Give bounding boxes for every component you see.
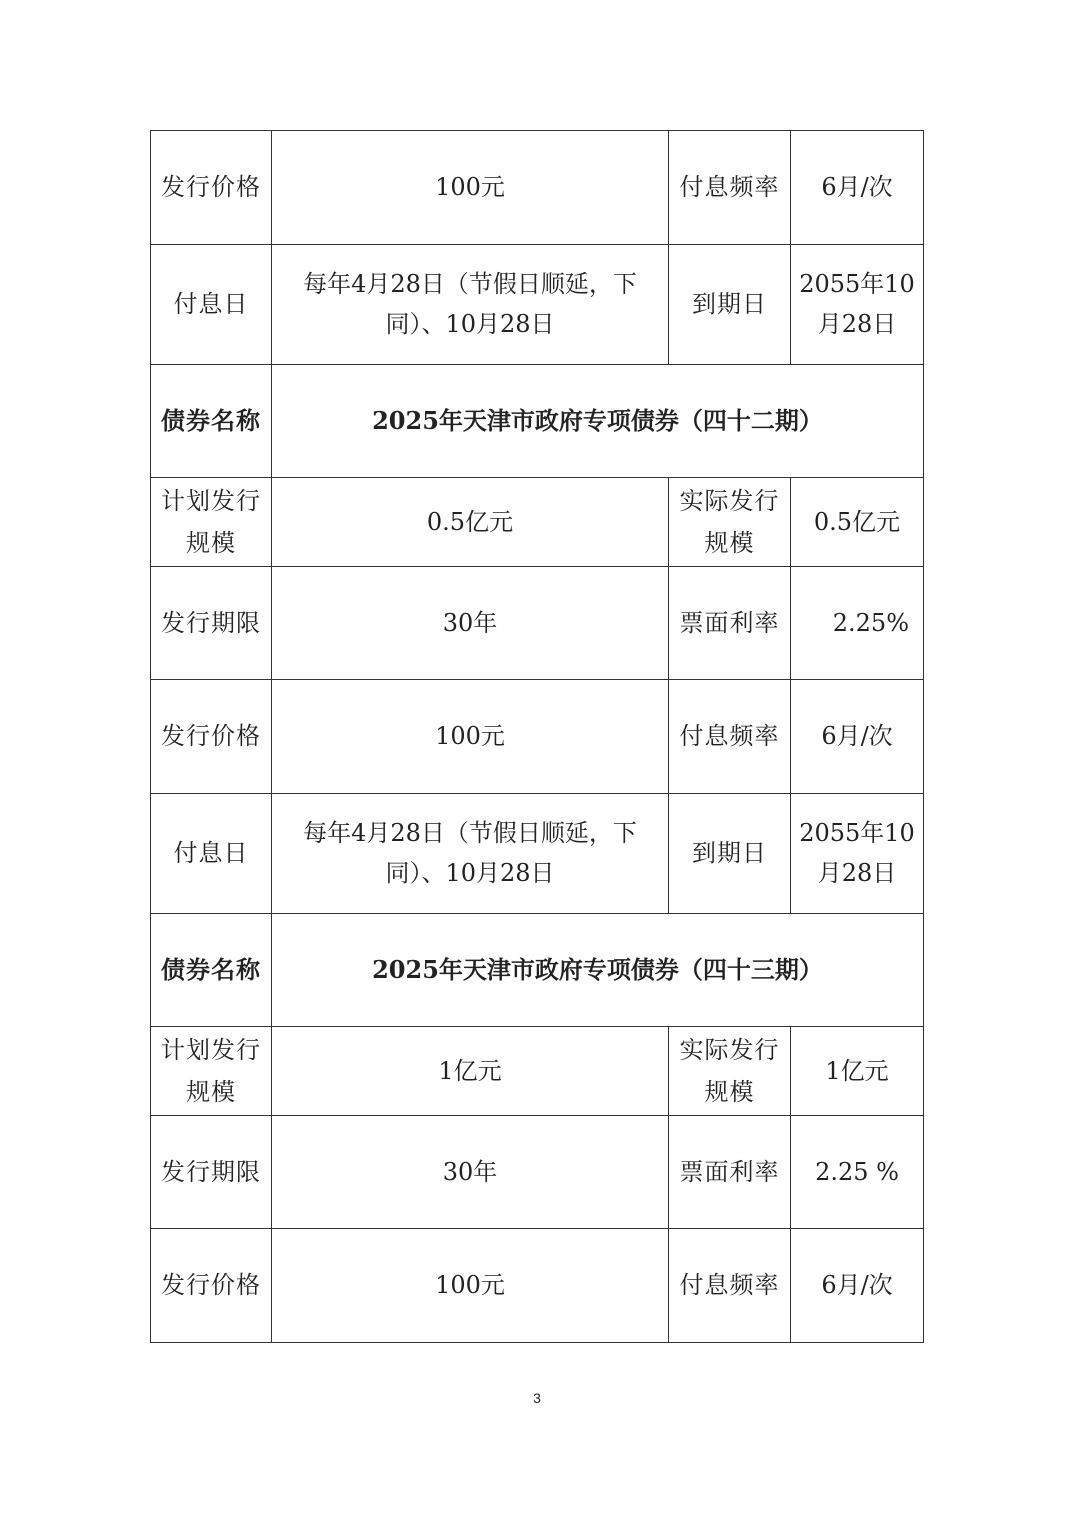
term-label: 发行期限 [151,1116,272,1229]
bond-name-value: 2025年天津市政府专项债券（四十三期） [272,914,924,1027]
bond-name-label: 债券名称 [151,365,272,478]
table-row [151,914,924,1027]
coupon-date-label: 付息日 [151,794,272,914]
actual-size-label: 实际发行规模 [669,478,791,567]
planned-size-value: 1亿元 [272,1027,669,1116]
table-row [151,1116,924,1229]
term-label: 发行期限 [151,567,272,680]
coupon-frequency-label: 付息频率 [669,680,791,794]
coupon-date-value: 每年4月28日（节假日顺延，下同）、10月28日 [272,794,669,914]
actual-size-value: 1亿元 [791,1027,924,1116]
table-row [151,245,924,365]
maturity-date-label: 到期日 [669,794,791,914]
issue-price-value: 100元 [272,1229,669,1343]
coupon-rate-label: 票面利率 [669,567,791,680]
issue-price-label: 发行价格 [151,131,272,245]
bond-name-value: 2025年天津市政府专项债券（四十二期） [272,365,924,478]
coupon-rate-value: 2.25% [791,567,924,680]
issue-price-value: 100元 [272,680,669,794]
coupon-frequency-label: 付息频率 [669,1229,791,1343]
maturity-date-value: 2055年10月28日 [791,245,924,365]
table-row [151,680,924,794]
planned-size-value: 0.5亿元 [272,478,669,567]
coupon-frequency-value: 6月/次 [791,680,924,794]
table-row [151,794,924,914]
table-row [151,1229,924,1343]
maturity-date-label: 到期日 [669,245,791,365]
term-value: 30年 [272,1116,669,1229]
table-row [151,365,924,478]
bond-issuance-table [150,130,924,1343]
table-row [151,567,924,680]
coupon-date-label: 付息日 [151,245,272,365]
coupon-frequency-value: 6月/次 [791,131,924,245]
issue-price-value: 100元 [272,131,669,245]
coupon-rate-label: 票面利率 [669,1116,791,1229]
table-row [151,478,924,567]
table-row [151,1027,924,1116]
page-number: 3 [533,1390,541,1406]
planned-size-label: 计划发行规模 [151,478,272,567]
coupon-rate-value: 2.25 % [791,1116,924,1229]
term-value: 30年 [272,567,669,680]
coupon-frequency-value: 6月/次 [791,1229,924,1343]
bond-name-label: 债券名称 [151,914,272,1027]
actual-size-label: 实际发行规模 [669,1027,791,1116]
issue-price-label: 发行价格 [151,1229,272,1343]
issue-price-label: 发行价格 [151,680,272,794]
maturity-date-value: 2055年10月28日 [791,794,924,914]
table-row [151,131,924,245]
coupon-date-value: 每年4月28日（节假日顺延，下同）、10月28日 [272,245,669,365]
coupon-frequency-label: 付息频率 [669,131,791,245]
planned-size-label: 计划发行规模 [151,1027,272,1116]
actual-size-value: 0.5亿元 [791,478,924,567]
